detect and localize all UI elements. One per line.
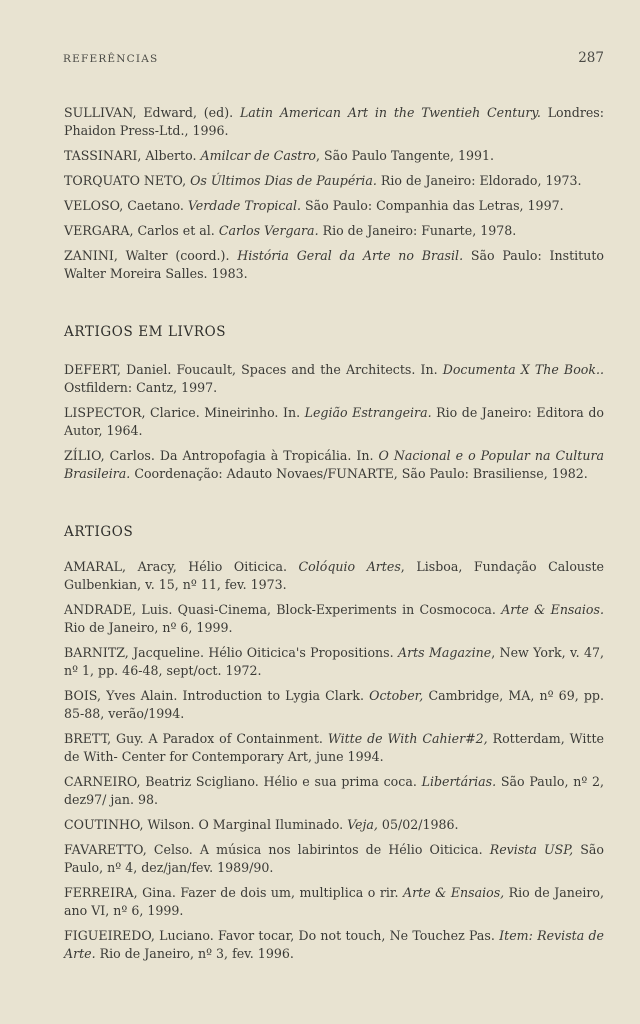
articles-list: [64, 558, 604, 970]
reference-entry: VELOSO, Caetano. Verdade Tropical. São Paulo: Companhia das Letras, 1997.: [64, 198, 564, 213]
reference-entry: COUTINHO, Wilson. O Marginal Iluminado. Veja, 05/02/1986.: [64, 817, 459, 832]
articles-in-books-list: [64, 361, 604, 490]
reference-entry: TASSINARI, Alberto. Amilcar de Castro, São Paulo Tangente, 1991.: [64, 148, 495, 163]
reference-entry: FAVARETTO, Celso. A música nos labirintos de Hélio Oiticica. Revista USP, São Paulo, nº 4, dez/jan/fev. 1989/90.: [64, 842, 604, 875]
books-list: [64, 104, 604, 290]
section-heading-articles: ARTIGOS: [64, 524, 134, 540]
page-number: 287: [578, 50, 604, 66]
reference-entry: ZÍLIO, Carlos. Da Antropofagia à Tropicália. In. O Nacional e o Popular na Cultura Brasileira. Coordenação: Adauto Novaes/FUNARTE, São Paulo: Brasiliense, 1982.: [64, 448, 604, 481]
reference-entry: CARNEIRO, Beatriz Scigliano. Hélio e sua prima coca. Libertárias. São Paulo, nº 2, dez97/ jan. 98.: [64, 774, 604, 807]
reference-entry: ANDRADE, Luis. Quasi-Cinema, Block-Experiments in Cosmococa. Arte & Ensaios. Rio de Janeiro, nº 6, 1999.: [64, 602, 604, 635]
reference-entry: VERGARA, Carlos et al. Carlos Vergara. Rio de Janeiro: Funarte, 1978.: [64, 223, 517, 238]
reference-entry: BRETT, Guy. A Paradox of Containment. Witte de With Cahier#2, Rotterdam, Witte de With- Center for Contemporary Art, june 1994.: [64, 731, 604, 764]
reference-entry: BARNITZ, Jacqueline. Hélio Oiticica's Propositions. Arts Magazine, New York, v. 47, nº 1, pp. 46-48, sept/oct. 1972.: [64, 645, 604, 678]
running-head: REFERÊNCIAS: [63, 53, 159, 65]
reference-entry: AMARAL, Aracy, Hélio Oiticica. Colóquio Artes, Lisboa, Fundação Calouste Gulbenkian, v. 15, nº 11, fev. 1973.: [64, 559, 604, 592]
reference-entry: FIGUEIREDO, Luciano. Favor tocar, Do not touch, Ne Touchez Pas. Item: Revista de Arte. Rio de Janeiro, nº 3, fev. 1996.: [64, 928, 605, 961]
reference-entry: FERREIRA, Gina. Fazer de dois um, multiplica o rir. Arte & Ensaios, Rio de Janeiro, ano VI, nº 6, 1999.: [64, 885, 604, 918]
section-heading-articles-in-books: ARTIGOS EM LIVROS: [64, 324, 227, 340]
reference-entry: BOIS, Yves Alain. Introduction to Lygia Clark. October, Cambridge, MA, nº 69, pp. 85-88, verão/1994.: [64, 688, 604, 721]
reference-entry: ZANINI, Walter (coord.). História Geral da Arte no Brasil. São Paulo: Instituto Walter Moreira Salles. 1983.: [64, 248, 604, 281]
reference-entry: SULLIVAN, Edward, (ed). Latin American Art in the Twentieh Century. Londres: Phaidon Press-Ltd., 1996.: [64, 105, 604, 138]
reference-entry: DEFERT, Daniel. Foucault, Spaces and the Architects. In. Documenta X The Book.. Ostfildern: Cantz, 1997.: [64, 362, 604, 395]
reference-entry: LISPECTOR, Clarice. Mineirinho. In. Legião Estrangeira. Rio de Janeiro: Editora do Autor, 1964.: [64, 405, 604, 438]
reference-entry: TORQUATO NETO, Os Últimos Dias de Paupéria. Rio de Janeiro: Eldorado, 1973.: [64, 173, 582, 188]
